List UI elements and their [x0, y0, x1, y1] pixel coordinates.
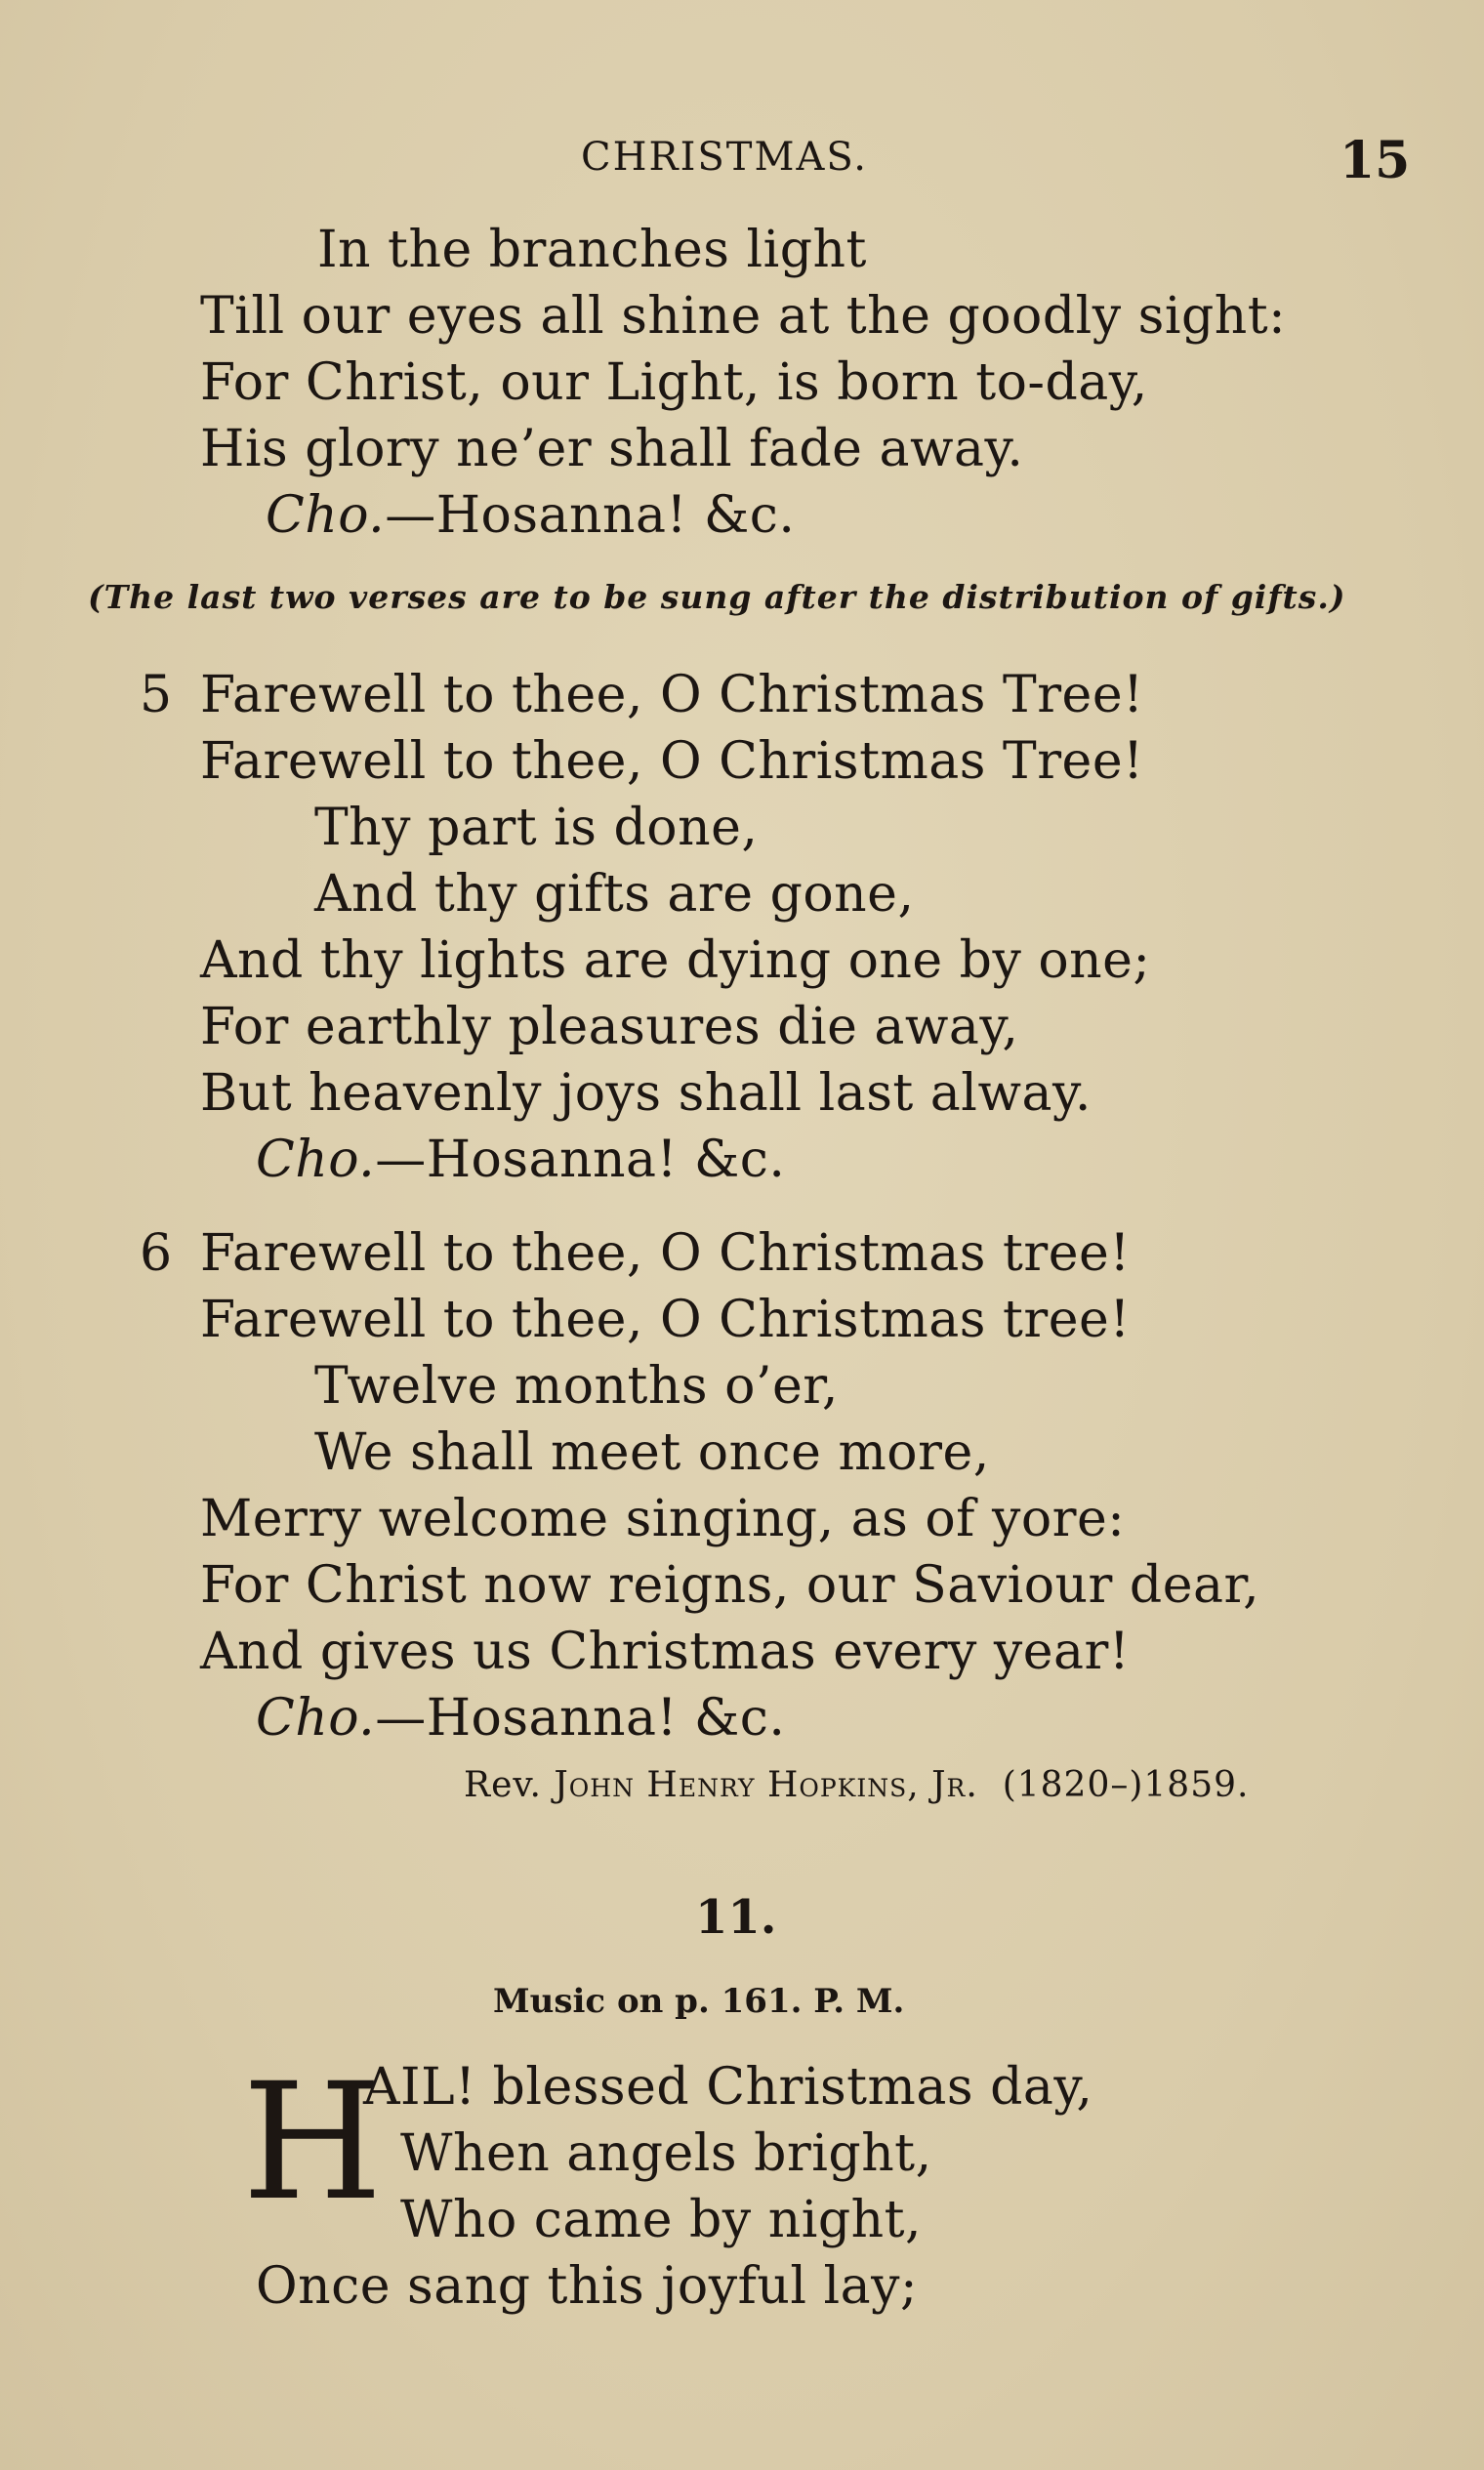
stanza-number: 6 [140, 1224, 173, 1283]
chorus-label: Cho. [256, 1689, 376, 1748]
verse-line: And gives us Christmas every year! [200, 1623, 1131, 1681]
performance-note: (The last two verses are to be sung after the distribution of gifts.) [88, 578, 1346, 616]
stanza-number: 5 [140, 666, 173, 724]
verse-line: For Christ, our Light, is born to-day, [200, 353, 1148, 412]
verse-line: In the branches light [317, 221, 867, 279]
verse-line: Till our eyes all shine at the goodly sight: [200, 287, 1287, 346]
verse-line: For earthly pleasures die away, [200, 998, 1019, 1056]
verse-line: For Christ now reigns, our Saviour dear, [200, 1556, 1260, 1615]
chorus-line [256, 1131, 786, 1189]
author-name: John Henry Hopkins, Jr. [554, 1765, 978, 1805]
music-meter-note: Music on p. 161. P. M. [493, 1982, 905, 2021]
running-title: CHRISTMAS. [581, 135, 869, 180]
chorus-label: Cho. [256, 1131, 376, 1189]
verse-line: Merry welcome singing, as of yore: [200, 1490, 1126, 1548]
author-prefix: Rev. [464, 1765, 542, 1805]
chorus-text: —Hosanna! &c. [385, 486, 796, 545]
verse-line: His glory ne’er shall fade away. [200, 420, 1024, 478]
verse-line: Farewell to thee, O Christmas Tree! [200, 666, 1144, 724]
drop-cap: H [242, 2048, 383, 2236]
page-number: 15 [1340, 131, 1411, 190]
chorus-text: —Hosanna! &c. [375, 1131, 786, 1189]
verse-line: Farewell to thee, O Christmas Tree! [200, 732, 1144, 791]
verse-line: When angels bright, [400, 2124, 932, 2183]
verse-line: Farewell to thee, O Christmas tree! [200, 1224, 1131, 1283]
verse-line: Twelve months o’er, [314, 1357, 839, 1416]
verse-line: Thy part is done, [314, 799, 759, 857]
verse-line: We shall meet once more, [314, 1423, 990, 1482]
verse-line: But heavenly joys shall last alway. [200, 1064, 1092, 1123]
chorus-text: —Hosanna! &c. [375, 1689, 786, 1748]
verse-line: AIL! blessed Christmas day, [363, 2058, 1093, 2117]
author-attribution [464, 1765, 1249, 1805]
hymn-number: 11. [695, 1890, 777, 1945]
chorus-label: Cho. [266, 486, 386, 545]
chorus-line [256, 1689, 786, 1748]
author-dates: (1820–)1859. [1002, 1765, 1250, 1805]
verse-line: Once sang this joyful lay; [256, 2257, 919, 2316]
verse-line: And thy gifts are gone, [314, 865, 915, 924]
verse-line: Farewell to thee, O Christmas tree! [200, 1291, 1131, 1349]
chorus-line [266, 486, 796, 545]
verse-line: Who came by night, [400, 2191, 923, 2249]
verse-line: And thy lights are dying one by one; [200, 931, 1151, 990]
